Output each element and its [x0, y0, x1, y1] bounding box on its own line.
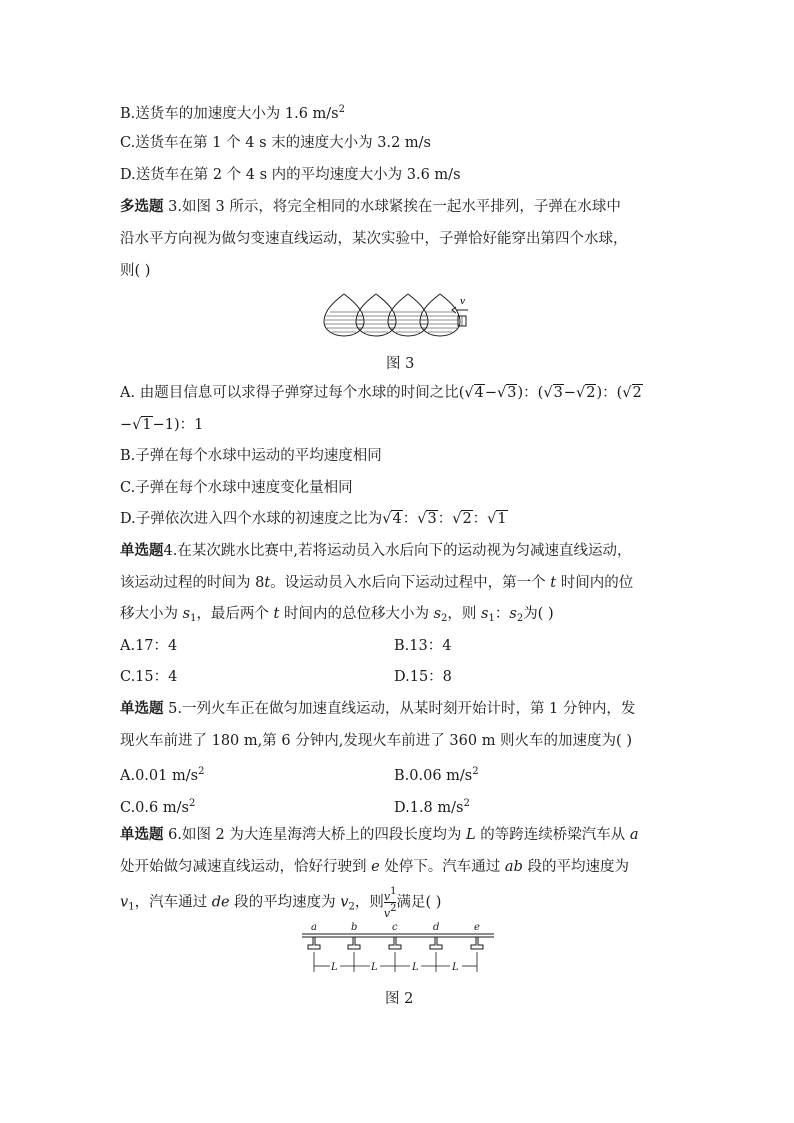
- q4-option-b: B.13：4: [394, 638, 452, 654]
- q3-option-a-cont: −√1−1)：1: [120, 417, 204, 433]
- q5-type-tag: 单选题: [120, 700, 164, 717]
- span-label-3: L: [412, 962, 419, 973]
- q5-option-b: B.0.06 $m/s^2$: [394, 766, 479, 784]
- q3-stem-line3: 则( ): [120, 263, 151, 279]
- q3-option-d: D.子弹依次进入四个水球的初速度之比为√4：√3：√2：√1: [120, 511, 507, 527]
- q4-option-d: D.15：8: [394, 669, 452, 685]
- q5-stem-line2: 现火车前进了 180 m,第 6 分钟内,发现火车前进了 360 m 则火车的加速度为( ): [120, 733, 632, 749]
- q6-type-tag: 单选题: [120, 826, 164, 843]
- q5-option-c: C.0.6 $m/s^2$: [120, 798, 196, 816]
- q4-option-c: C.15：4: [120, 669, 178, 685]
- figure-3-caption: 图 3: [386, 356, 415, 372]
- q6-stem-line2: 处开始做匀减速直线运动，恰好行驶到 e 处停下。汽车通过 ab 段的平均速度为: [120, 859, 629, 875]
- q4-stem-line3: 移大小为 $s_1$，最后两个 t 时间内的总位移大小为 $s_2$，则 $s_1$：$s_2$为( ): [120, 606, 554, 624]
- q5-option-d: D.1.8 $m/s^2$: [394, 798, 470, 816]
- span-label-1: L: [331, 962, 338, 973]
- q4-option-a: A.17：4: [120, 638, 178, 654]
- q3-stem-line2: 沿水平方向视为做匀变速直线运动，某次实验中，子弹恰好能穿出第四个水球，: [120, 231, 628, 247]
- q6-stem-line1: 单选题 6.如图 2 为大连星海湾大桥上的四段长度均为 L 的等跨连续桥梁汽车从 a: [120, 826, 639, 843]
- v1-over-v2-fraction: $\frac{v^1}{v^2}$: [383, 886, 397, 920]
- water-balls-figure: [318, 292, 478, 338]
- pier-label-a: a: [311, 922, 317, 933]
- q2-option-b: B.送货车的加速度大小为 1.6 $m/s^2$: [120, 104, 345, 122]
- q2-option-d: D.送货车在第 2 个 4 s 内的平均速度大小为 3.6 m/s: [120, 167, 461, 183]
- q4-stem-line1: 单选题4.在某次跳水比赛中,若将运动员入水后向下的运动视为匀减速直线运动，: [120, 542, 632, 559]
- q6-stem-line3: $v_1$，汽车通过 de 段的平均速度为 $v_2$，则 $\frac{v^1}{v^2}$ 满足( ): [120, 886, 442, 920]
- figure-2-caption: 图 2: [385, 991, 414, 1007]
- q3-option-c: C.子弹在每个水球中速度变化量相同: [120, 480, 353, 496]
- pier-label-b: b: [351, 922, 358, 933]
- bullet-velocity-label: v: [460, 297, 466, 307]
- pier-label-e: e: [474, 922, 480, 933]
- bridge-figure: [300, 920, 496, 982]
- q4-type-tag: 单选题: [120, 542, 164, 559]
- span-label-4: L: [452, 962, 459, 973]
- q5-stem-line1: 单选题 5.一列火车正在做匀加速直线运动，从某时刻开始计时，第 1 分钟内，发: [120, 700, 636, 717]
- q3-stem-line1: 多选题 3.如图 3 所示，将完全相同的水球紧挨在一起水平排列，子弹在水球中: [120, 198, 621, 215]
- q2-option-c: C.送货车在第 1 个 4 s 末的速度大小为 3.2 m/s: [120, 135, 431, 151]
- q3-option-b: B.子弹在每个水球中运动的平均速度相同: [120, 448, 382, 464]
- q3-option-a: A. 由题目信息可以求得子弹穿过每个水球的时间之比(√4−√3)：(√3−√2)：(√2: [120, 385, 642, 401]
- q4-stem-line2: 该运动过程的时间为 8t。设运动员入水后向下运动过程中，第一个 t 时间内的位: [120, 575, 634, 591]
- q5-option-a: A.0.01 $m/s^2$: [120, 766, 205, 784]
- q3-type-tag: 多选题: [120, 198, 164, 215]
- pier-label-c: c: [392, 922, 398, 933]
- pier-label-d: d: [433, 922, 440, 933]
- span-label-2: L: [371, 962, 378, 973]
